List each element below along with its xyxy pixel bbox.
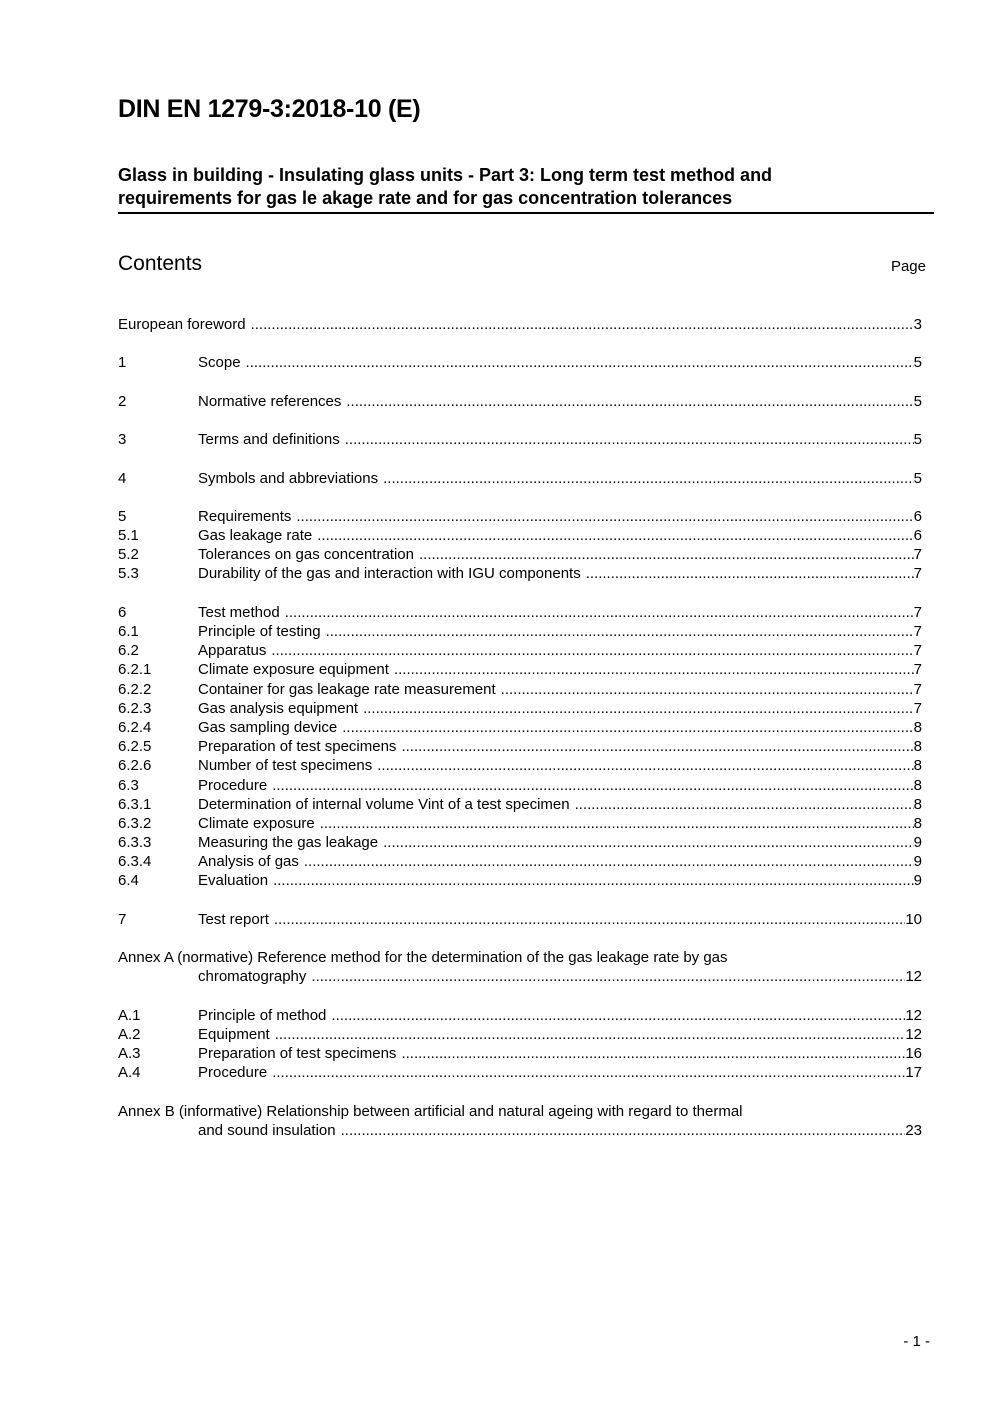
toc-number: 1: [118, 354, 127, 372]
toc-entry[interactable]: [118, 545, 922, 564]
toc-title: Climate exposure: [198, 814, 315, 832]
toc-number: 5.2: [118, 546, 139, 564]
toc-page: 7: [913, 623, 922, 640]
document-id: DIN EN 1279-3:2018-10 (E): [118, 95, 421, 123]
toc-number: 4: [118, 469, 127, 487]
toc-entry[interactable]: [118, 871, 922, 890]
toc-entry[interactable]: [118, 660, 922, 679]
toc-page: 8: [913, 757, 922, 775]
toc-number: 6.4: [118, 872, 139, 890]
toc-page: 8: [913, 776, 922, 794]
toc-page: 7: [913, 603, 922, 621]
toc-number: A.3: [118, 1045, 141, 1063]
toc-title: Normative references: [198, 392, 342, 410]
toc-entry[interactable]: [118, 353, 922, 372]
toc-annex-a-line2[interactable]: [118, 967, 922, 986]
toc-entry[interactable]: [118, 1006, 922, 1025]
toc-annex-b-line1[interactable]: [118, 1102, 922, 1121]
toc-page: 12: [905, 968, 922, 986]
toc-number: 6.3.1: [118, 795, 152, 813]
toc-page: 5: [913, 469, 922, 487]
toc-page: 5: [913, 431, 922, 449]
toc-number: 6: [118, 603, 127, 621]
toc-number: 6.2: [118, 642, 139, 660]
toc-entry[interactable]: [118, 737, 922, 756]
toc-title: Annex B (informative) Relationship between artificial and natural ageing with regard to thermal: [118, 1102, 743, 1120]
toc-page: 9: [913, 872, 922, 890]
toc-title: European foreword: [118, 316, 246, 333]
toc-number: 6.3: [118, 776, 139, 794]
toc-page: 7: [913, 565, 922, 583]
toc-number: 6.3.3: [118, 834, 152, 852]
toc-number: 3: [118, 431, 127, 449]
toc-page: 7: [913, 699, 922, 717]
toc-entry[interactable]: [118, 852, 922, 871]
toc-number: A.4: [118, 1064, 141, 1082]
toc-page: 12: [905, 1006, 922, 1024]
toc-number: 5.3: [118, 565, 139, 583]
toc-page: 8: [913, 814, 922, 832]
table-of-contents: [118, 315, 922, 1140]
toc-title: Preparation of test specimens: [198, 1045, 397, 1063]
toc-title: Equipment: [198, 1025, 270, 1043]
toc-entry[interactable]: [118, 910, 922, 929]
toc-entry[interactable]: [118, 1025, 922, 1044]
toc-title: Determination of internal volume Vint of a test specimen: [198, 795, 570, 813]
toc-number: 6.2.3: [118, 699, 152, 717]
toc-title: Scope: [198, 354, 241, 372]
toc-title: Measuring the gas leakage: [198, 834, 379, 852]
toc-number: 6.2.5: [118, 738, 152, 756]
toc-entry[interactable]: [118, 833, 922, 852]
toc-entry[interactable]: [118, 776, 922, 795]
contents-heading: Contents: [118, 252, 203, 275]
toc-title: Tolerances on gas concentration: [198, 546, 414, 564]
toc-title: Terms and definitions: [198, 431, 340, 449]
toc-number: 6.2.6: [118, 757, 152, 775]
toc-entry[interactable]: [118, 814, 922, 833]
toc-title: Requirements: [198, 507, 292, 525]
toc-number: 2: [118, 392, 127, 410]
toc-page: 8: [913, 738, 922, 756]
document-title: [118, 164, 934, 214]
toc-page: 8: [913, 718, 922, 736]
toc-entry-foreword[interactable]: [118, 315, 922, 334]
toc-title: Evaluation: [198, 872, 269, 890]
toc-entry[interactable]: [118, 1063, 922, 1082]
toc-page: 12: [905, 1025, 922, 1043]
toc-number: 6.2.4: [118, 718, 152, 736]
toc-number: 6.3.4: [118, 853, 152, 871]
toc-entry[interactable]: [118, 795, 922, 814]
toc-entry[interactable]: [118, 756, 922, 775]
toc-entry[interactable]: [118, 641, 922, 660]
toc-entry[interactable]: [118, 526, 922, 545]
toc-page: 16: [905, 1045, 922, 1063]
toc-entry[interactable]: [118, 1044, 922, 1063]
toc-entry[interactable]: [118, 718, 922, 737]
toc-title: Test report: [198, 910, 269, 928]
toc-entry[interactable]: [118, 430, 922, 449]
toc-title: Climate exposure equipment: [198, 661, 389, 679]
toc-entry[interactable]: [118, 564, 922, 583]
toc-page: 17: [905, 1064, 922, 1082]
toc-entry[interactable]: [118, 392, 922, 411]
toc-title: Number of test specimens: [198, 757, 373, 775]
toc-entry[interactable]: [118, 699, 922, 718]
toc-title: Gas leakage rate: [198, 527, 313, 545]
toc-entry[interactable]: [118, 622, 922, 641]
toc-page: 7: [913, 661, 922, 679]
toc-page: 23: [905, 1121, 922, 1139]
toc-title: Annex A (normative) Reference method for the determination of the gas leakage rate by gas: [118, 949, 728, 967]
toc-number: 5: [118, 507, 127, 525]
toc-page: 9: [913, 834, 922, 852]
toc-title: Procedure: [198, 776, 268, 794]
toc-title: Gas analysis equipment: [198, 699, 359, 717]
toc-entry[interactable]: [118, 603, 922, 622]
toc-page: 8: [913, 795, 922, 813]
toc-title: Principle of testing: [198, 623, 321, 640]
toc-title: Test method: [198, 603, 280, 621]
toc-number: 6.2.1: [118, 661, 152, 679]
toc-title: Procedure: [198, 1064, 268, 1082]
toc-page: 7: [913, 642, 922, 660]
toc-page: 3: [913, 316, 922, 333]
toc-page: 7: [913, 546, 922, 564]
toc-annex-b-line2[interactable]: [118, 1121, 922, 1140]
toc-number: 5.1: [118, 527, 139, 545]
toc-page: 6: [913, 527, 922, 545]
page-column-heading: Page: [890, 258, 926, 275]
toc-entry[interactable]: [118, 469, 922, 488]
toc-entry[interactable]: [118, 680, 922, 699]
toc-page: 6: [913, 507, 922, 525]
toc-number: 7: [118, 910, 127, 928]
toc-title: Container for gas leakage rate measurement: [198, 680, 496, 698]
toc-number: 6.2.2: [118, 680, 152, 698]
toc-number: A.2: [118, 1025, 141, 1043]
title-line-2: requirements for gas le akage rate and for gas concentration tolerances: [118, 188, 733, 208]
toc-number: 6.3.2: [118, 814, 152, 832]
toc-title: Gas sampling device: [198, 718, 338, 736]
toc-number: A.1: [118, 1006, 141, 1024]
toc-page: 5: [913, 354, 922, 372]
toc-title: and sound insulation: [198, 1121, 336, 1139]
title-line-1: Glass in building - Insulating glass units - Part 3: Long term test method and: [118, 165, 773, 185]
toc-title: Durability of the gas and interaction with IGU components: [198, 565, 581, 583]
toc-page: 7: [913, 680, 922, 698]
toc-title: chromatography: [198, 968, 307, 986]
toc-page: 10: [905, 910, 922, 928]
toc-page: 9: [913, 853, 922, 871]
toc-title: Preparation of test specimens: [198, 738, 397, 756]
toc-title: Analysis of gas: [198, 853, 299, 871]
toc-page: 5: [913, 392, 922, 410]
toc-title: Principle of method: [198, 1006, 327, 1024]
toc-title: Symbols and abbreviations: [198, 469, 379, 487]
toc-entry[interactable]: [118, 507, 922, 526]
toc-number: 6.1: [118, 623, 139, 640]
toc-annex-a-line1[interactable]: [118, 948, 922, 967]
page-number-footer: - 1 -: [903, 1333, 930, 1350]
toc-title: Apparatus: [198, 642, 267, 660]
